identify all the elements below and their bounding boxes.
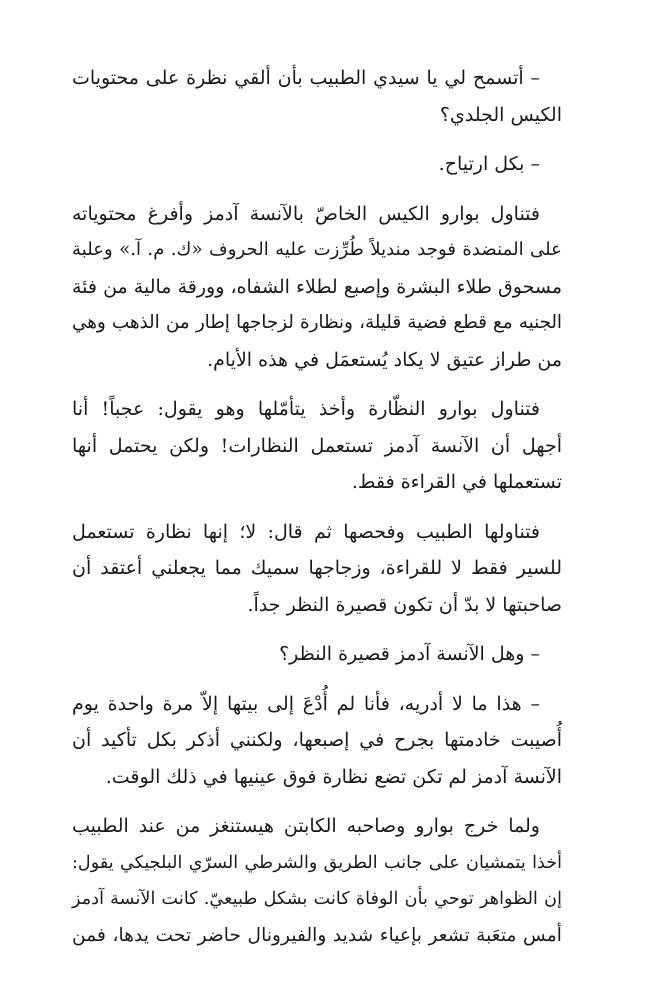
text-line: أجهل أن الآنسة آدمز تستعمل النظارات! ولكن يحتمل أنها: [72, 434, 562, 457]
text-line: الجنيه مع قطع فضية قليلة، ونظارة لزجاجها إطار من الذهب وهي: [72, 312, 562, 333]
text-line: أُصيبت خادمتها بجرح في إصبعها، ولكنني أذكر بكل تأكيد أن: [72, 729, 562, 751]
text-line: – أتسمح لي يا سيدي الطبيب بأن ألقي نظرة على محتويات: [72, 67, 540, 89]
text-line: إن الظواهر توحي بأن الوفاة كانت بشكل طبيعيّ. كانت الآنسة آدمز: [72, 889, 562, 909]
text-line: – بكل ارتياح.: [438, 153, 540, 175]
text-line: – وهل الآنسة آدمز قصيرة النظر؟: [279, 643, 540, 665]
text-line: للسير فقط لا للقراءة، وزجاجها سميك مما يجعلني أعتقد أن: [72, 557, 562, 579]
text-line: فتناول بوارو النظّارة وأخذ يتأمّلها وهو يقول: عجباً! أنا: [72, 398, 540, 420]
text-line: على المنضدة فوجد منديلاً طُرِّزت عليه الحروف «ك. م. آ.» وعلبة: [72, 239, 562, 260]
text-line: الكيس الجلدي؟: [439, 103, 562, 126]
text-line: أخذا يتمشيان على جانب الطريق والشرطي السرّي البلجيكي يقول:: [72, 852, 562, 873]
paragraph-5: [72, 514, 562, 624]
paragraph-6: [72, 636, 562, 673]
paragraph-1: [72, 60, 562, 133]
text-line: تستعملها في القراءة فقط.: [351, 471, 562, 493]
text-line: – هذا ما لا أدريه، فأنا لم أُدْعَ إلى بيتها إلاّ مرة واحدة يوم: [72, 692, 540, 715]
text-line: فتناول بوارو الكيس الخاصّ بالآنسة آدمز وأفرغ محتوياته: [72, 202, 540, 225]
book-page: [72, 60, 562, 967]
paragraph-3: [72, 196, 562, 379]
paragraph-8: [72, 808, 562, 954]
text-line: أمس متعَبة تشعر بإعياء شديد والفيرونال حاضر تحت يدها، فمن: [72, 924, 562, 946]
paragraph-2: [72, 146, 562, 183]
text-line: فتناولها الطبيب وفحصها ثم قال: لا؛ إنها نظارة تستعمل: [72, 520, 540, 543]
text-line: ولما خرج بوارو وصاحبه الكابتن هيستنغز من عند الطبيب: [72, 815, 540, 837]
text-line: من طراز عتيق لا يكاد يُستعمَل في هذه الأيام.: [207, 348, 562, 371]
text-line: صاحبتها لا بدّ أن تكون قصيرة النظر جداً.: [247, 593, 562, 616]
text-line: مسحوق طلاء البشرة وإصبع لطلاء الشفاه، وورقة مالية من فئة: [72, 275, 562, 298]
text-line: الآنسة آدمز لم تكن تضع نظارة فوق عينيها في ذلك الوقت.: [105, 765, 562, 788]
paragraph-7: [72, 686, 562, 796]
paragraph-4: [72, 391, 562, 501]
